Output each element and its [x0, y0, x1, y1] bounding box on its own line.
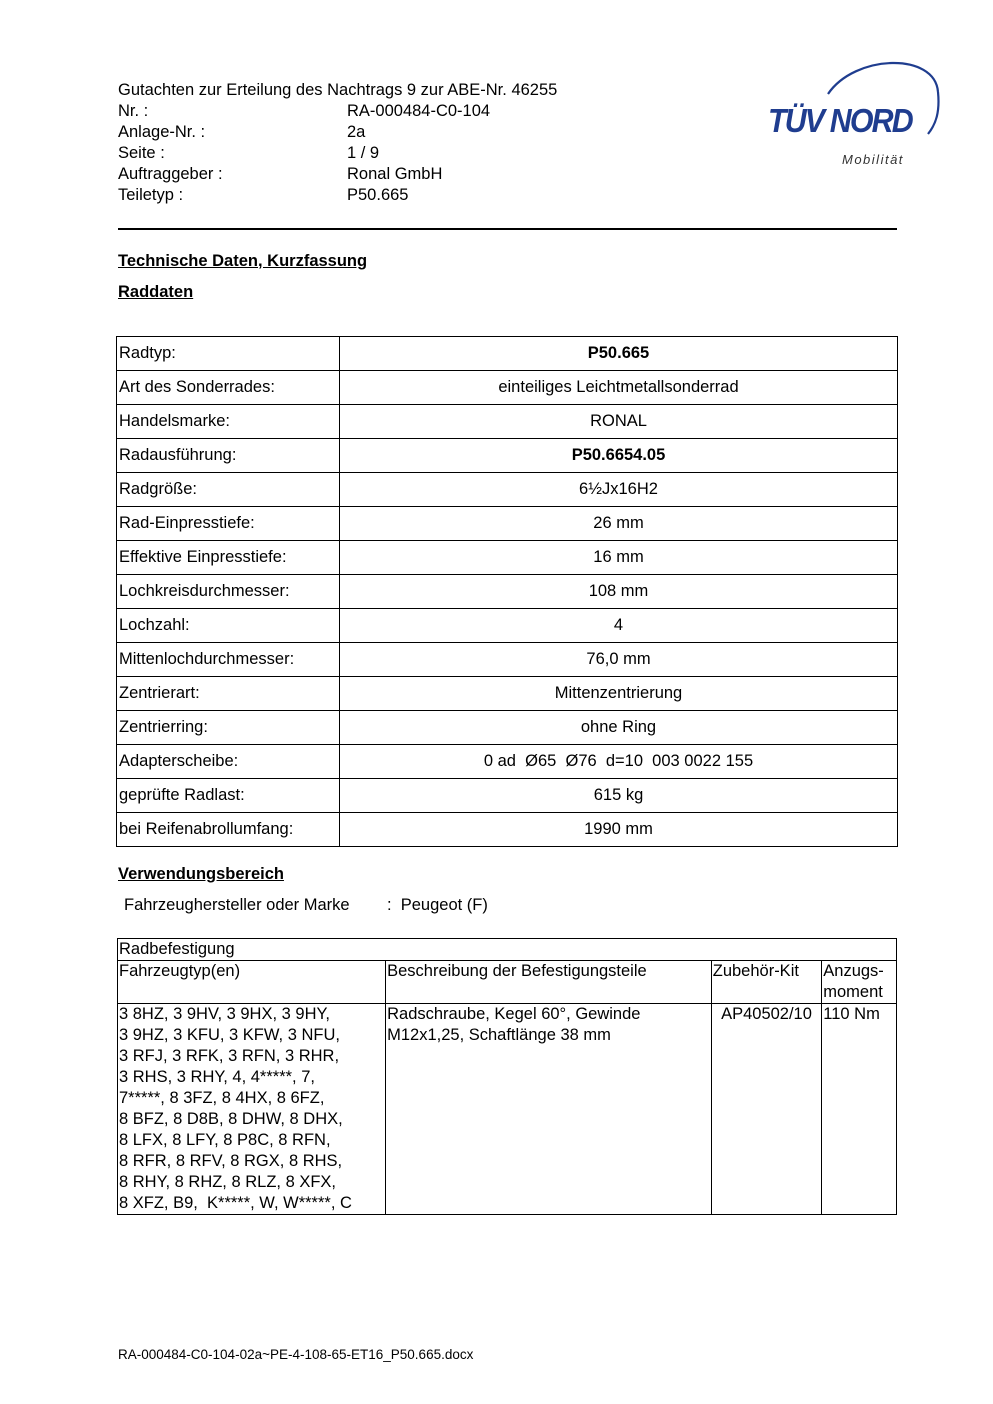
- wheel-section-title: Raddaten: [118, 283, 194, 301]
- header-key: Anlage-Nr. :: [118, 123, 206, 141]
- row-value: einteiliges Leichtmetallsonderrad: [340, 371, 898, 405]
- column-header: Zubehör-Kit: [711, 961, 822, 1004]
- torque-cell: 110 Nm: [822, 1004, 897, 1215]
- type-line: 8 RFR, 8 RFV, 8 RGX, 8 RHS,: [119, 1152, 343, 1170]
- document-header: [118, 80, 738, 206]
- row-value: 1990 mm: [340, 813, 898, 847]
- type-line: 3 RHS, 3 RHY, 4, 4*****, 7,: [119, 1068, 315, 1086]
- type-line: 3 8HZ, 3 9HV, 3 9HX, 3 9HY,: [119, 1005, 330, 1023]
- table-row: [117, 677, 898, 711]
- row-label: Radtyp:: [117, 337, 340, 371]
- row-label: Radausführung:: [117, 439, 340, 473]
- header-key: Auftraggeber :: [118, 165, 223, 183]
- table-header-row: [118, 961, 897, 1004]
- table-row: [117, 711, 898, 745]
- table-row: [117, 779, 898, 813]
- row-value: 16 mm: [340, 541, 898, 575]
- table-row: [117, 643, 898, 677]
- type-line: 3 9HZ, 3 KFU, 3 KFW, 3 NFU,: [119, 1026, 340, 1044]
- fastening-title: Radbefestigung: [118, 939, 897, 961]
- row-value: 108 mm: [340, 575, 898, 609]
- table-row: [117, 745, 898, 779]
- row-label: Effektive Einpresstiefe:: [117, 541, 340, 575]
- header-value: P50.665: [347, 186, 409, 204]
- type-line: 7*****, 8 3FZ, 8 4HX, 8 6FZ,: [119, 1089, 325, 1107]
- row-value: 6½Jx16H2: [340, 473, 898, 507]
- header-value: RA-000484-C0-104: [347, 102, 491, 120]
- header-line: moment: [823, 983, 883, 1001]
- column-header: Beschreibung der Befestigungsteile: [386, 961, 712, 1004]
- table-row: [117, 371, 898, 405]
- row-label: Zentrierart:: [117, 677, 340, 711]
- table-row: [117, 609, 898, 643]
- header-row-anlage: [118, 122, 738, 143]
- row-label: Lochkreisdurchmesser:: [117, 575, 340, 609]
- usage-value: : Peugeot (F): [387, 896, 488, 914]
- table-row: [117, 439, 898, 473]
- row-label: Lochzahl:: [117, 609, 340, 643]
- row-value: 76,0 mm: [340, 643, 898, 677]
- header-key: Nr. :: [118, 102, 149, 120]
- row-label: Adapterscheibe:: [117, 745, 340, 779]
- type-line: 3 RFJ, 3 RFK, 3 RFN, 3 RHR,: [119, 1047, 340, 1065]
- row-value: RONAL: [340, 405, 898, 439]
- row-label: Rad-Einpresstiefe:: [117, 507, 340, 541]
- table-row: [117, 337, 898, 371]
- row-label: Art des Sonderrades:: [117, 371, 340, 405]
- table-row: [117, 541, 898, 575]
- table-row: [117, 813, 898, 847]
- usage-key: Fahrzeughersteller oder Marke: [124, 896, 350, 914]
- row-label: bei Reifenabrollumfang:: [117, 813, 340, 847]
- type-line: 8 XFZ, B9, K*****, W, W*****, C: [119, 1194, 352, 1212]
- wheel-data-table: [116, 336, 898, 847]
- vehicle-types-cell: [118, 1004, 386, 1215]
- table-row: [117, 575, 898, 609]
- usage-section-title: Verwendungsbereich: [118, 865, 284, 883]
- type-line: 8 BFZ, 8 D8B, 8 DHW, 8 DHX,: [119, 1110, 343, 1128]
- row-value: Mittenzentrierung: [340, 677, 898, 711]
- row-value: 4: [340, 609, 898, 643]
- row-label: Zentrierring:: [117, 711, 340, 745]
- header-row-seite: [118, 143, 738, 164]
- header-value: Ronal GmbH: [347, 165, 443, 183]
- row-label: geprüfte Radlast:: [117, 779, 340, 813]
- header-divider: [118, 228, 897, 230]
- row-label: Mittenlochdurchmesser:: [117, 643, 340, 677]
- row-value: 0 ad Ø65 Ø76 d=10 003 0022 155: [340, 745, 898, 779]
- type-line: 8 RHY, 8 RHZ, 8 RLZ, 8 XFX,: [119, 1173, 337, 1191]
- column-header: Fahrzeugtyp(en): [118, 961, 386, 1004]
- table-row: [118, 939, 897, 961]
- row-label: Radgröße:: [117, 473, 340, 507]
- table-row: [117, 507, 898, 541]
- header-key: Seite :: [118, 144, 165, 162]
- section-title: Technische Daten, Kurzfassung: [118, 252, 368, 270]
- row-label: Handelsmarke:: [117, 405, 340, 439]
- description-line: M12x1,25, Schaftlänge 38 mm: [387, 1026, 611, 1044]
- table-row: [118, 1004, 897, 1215]
- description-cell: [386, 1004, 712, 1215]
- header-row-nr: [118, 101, 738, 122]
- header-value: 1 / 9: [347, 144, 380, 162]
- logo-subtitle: Mobilität: [842, 152, 904, 167]
- kit-cell: AP40502/10: [711, 1004, 822, 1215]
- row-value: 26 mm: [340, 507, 898, 541]
- footer-filename: RA-000484-C0-104-02a~PE-4-108-65-ET16_P50.665.docx: [118, 1347, 474, 1362]
- header-title: Gutachten zur Erteilung des Nachtrags 9 zur ABE-Nr. 46255: [118, 81, 558, 99]
- header-value: 2a: [347, 123, 366, 141]
- row-value: P50.6654.05: [340, 439, 898, 473]
- row-value: 615 kg: [340, 779, 898, 813]
- type-line: 8 LFX, 8 LFY, 8 P8C, 8 RFN,: [119, 1131, 331, 1149]
- logo-brand: TÜV NORD: [768, 102, 912, 139]
- header-line: Anzugs-: [823, 962, 884, 980]
- table-row: [117, 473, 898, 507]
- header-row-auftraggeber: [118, 164, 738, 185]
- row-value: P50.665: [340, 337, 898, 371]
- header-key: Teiletyp :: [118, 186, 184, 204]
- row-value: ohne Ring: [340, 711, 898, 745]
- column-header-torque: [822, 961, 897, 1004]
- tuv-nord-logo: [760, 56, 950, 176]
- fastening-table: [117, 938, 897, 1215]
- usage-line: [124, 896, 488, 915]
- description-line: Radschraube, Kegel 60°, Gewinde: [387, 1005, 641, 1023]
- header-row-teiletyp: [118, 185, 738, 206]
- table-row: [117, 405, 898, 439]
